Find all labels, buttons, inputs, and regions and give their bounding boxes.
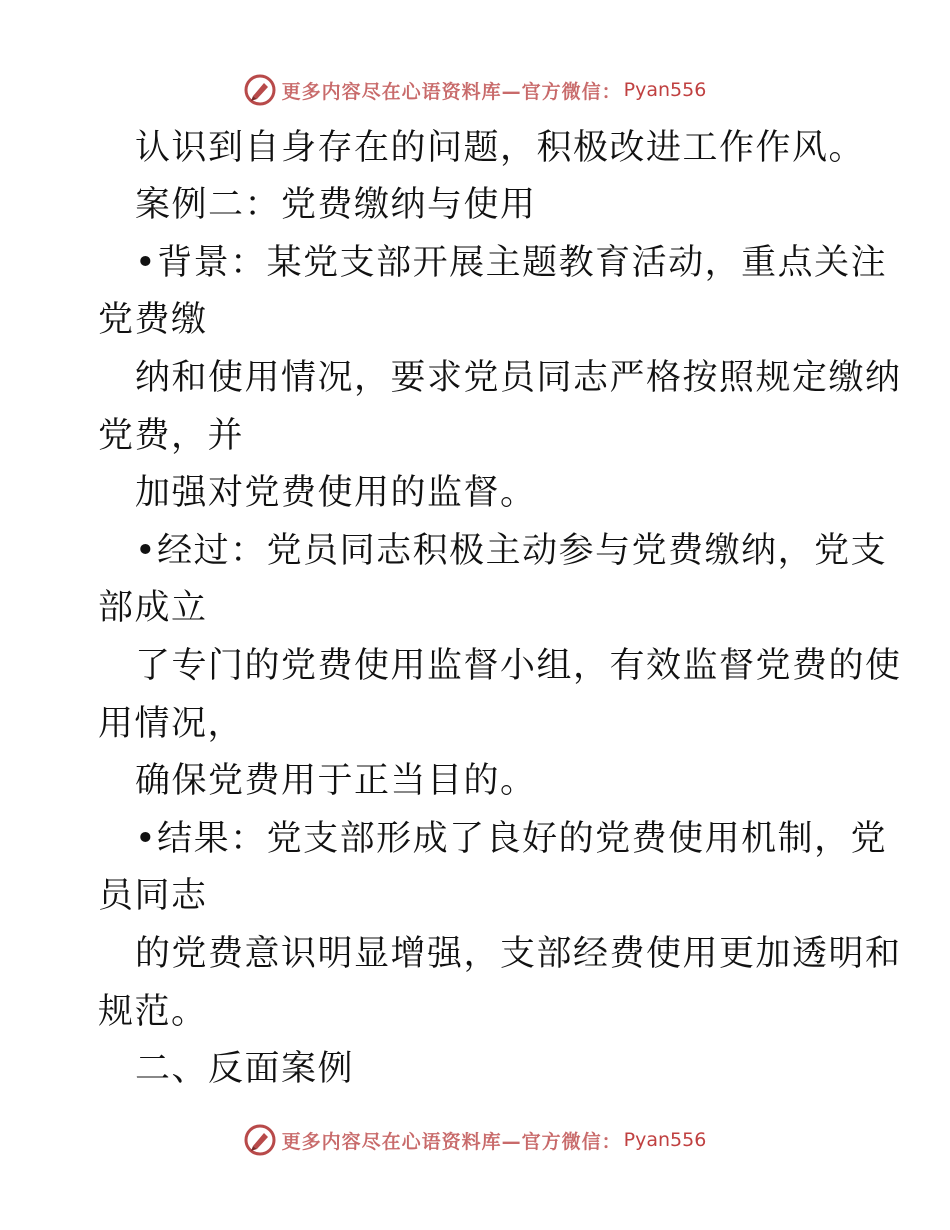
- text-line: 了专门的党费使用监督小组，有效监督党费的使: [135, 646, 902, 686]
- text-line: 纳和使用情况，要求党员同志严格按照规定缴纳: [135, 358, 902, 398]
- footer-watermark: [0, 1120, 950, 1160]
- watermark-wechat-id: Pyan556: [623, 1129, 707, 1151]
- text-line: 认识到自身存在的问题，积极改进工作作风。: [135, 128, 866, 168]
- section-heading: 二、反面案例: [135, 1049, 355, 1089]
- text-line: 确保党费用于正当目的。: [135, 761, 537, 801]
- header-watermark: [0, 70, 950, 110]
- text-line: 党费缴: [98, 300, 208, 340]
- watermark-text: 更多内容尽在心语资料库—官方微信：: [281, 80, 622, 103]
- case-heading: 案例二：党费缴纳与使用: [135, 185, 537, 225]
- text-line: •背景：某党支部开展主题教育活动，重点关注: [135, 243, 888, 283]
- text-line: 规范。: [98, 992, 208, 1032]
- text-line: 员同志: [98, 876, 208, 916]
- text-line: 党费，并: [98, 416, 245, 456]
- watermark-text: 更多内容尽在心语资料库—官方微信：: [281, 1130, 622, 1153]
- watermark-wechat-id: Pyan556: [623, 79, 707, 101]
- text-line: 部成立: [98, 588, 208, 628]
- text-line: •经过：党员同志积极主动参与党费缴纳，党支: [135, 531, 888, 571]
- text-line: 加强对党费使用的监督。: [135, 473, 537, 513]
- text-line: 用情况，: [98, 704, 245, 744]
- text-line: •结果：党支部形成了良好的党费使用机制，党: [135, 819, 888, 859]
- text-line: 的党费意识明显增强，支部经费使用更加透明和: [135, 934, 902, 974]
- pen-logo-icon: [244, 1124, 276, 1156]
- pen-logo-icon: [244, 74, 276, 106]
